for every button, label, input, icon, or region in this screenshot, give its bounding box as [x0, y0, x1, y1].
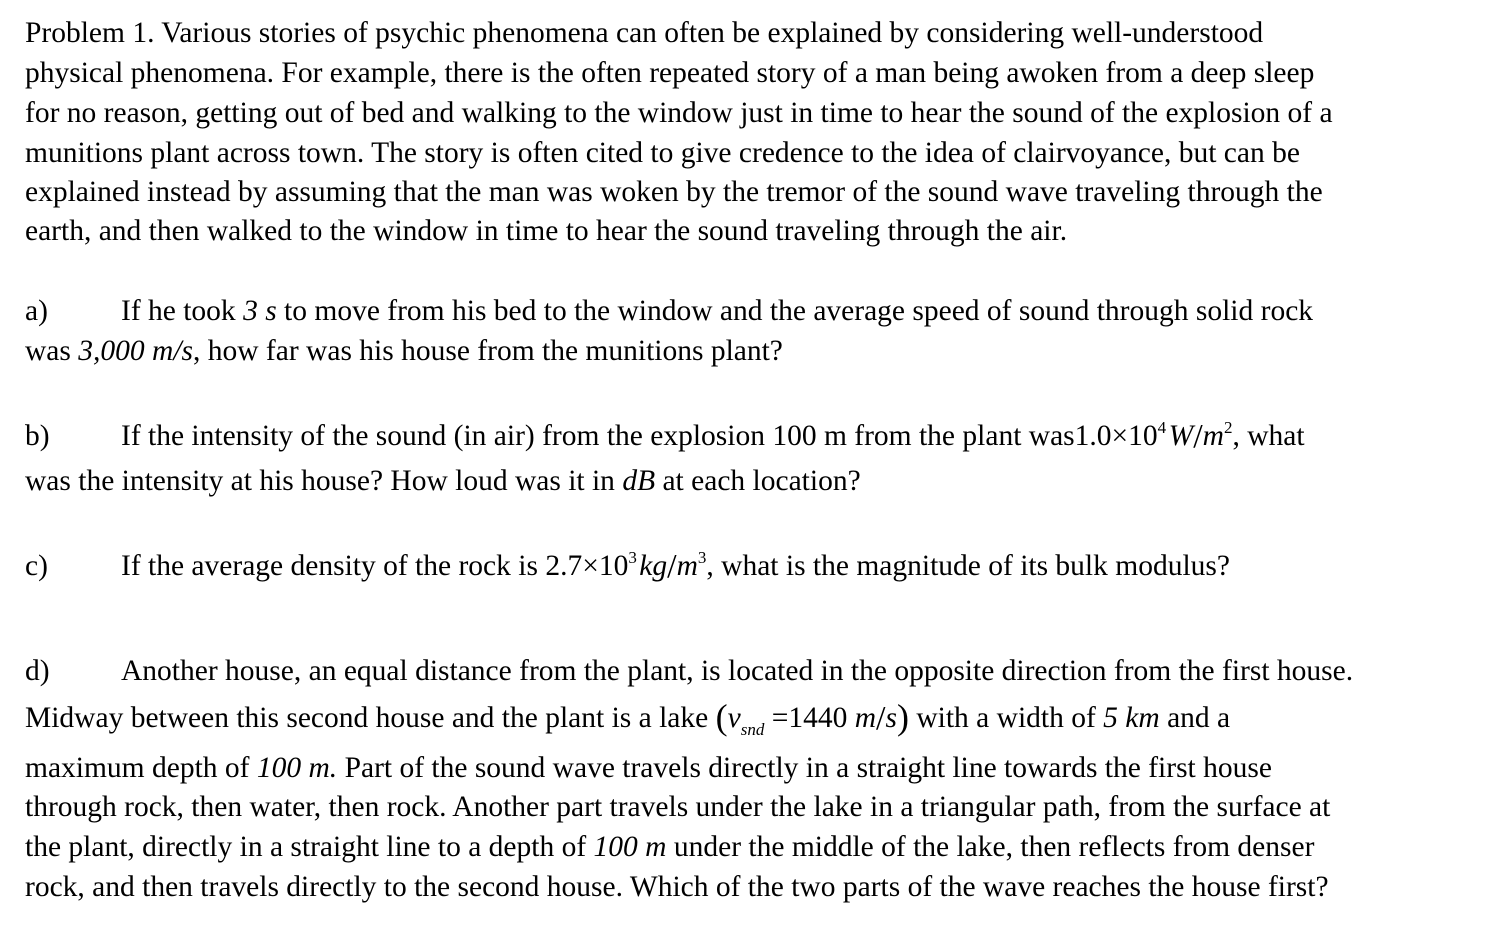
part-c-text-cont: , what is the magnitude of its bulk modulus? [706, 550, 1230, 582]
part-b-text-2: was the intensity at his house? How loud was it in [25, 465, 623, 497]
part-a-line-2 [25, 331, 783, 371]
part-a-text-2: was [25, 335, 79, 367]
part-a-time: 3 s [243, 295, 277, 327]
part-b-text: If the intensity of the sound (in air) from the explosion 100 m from the plant was [121, 420, 1075, 452]
part-d-line-3 [25, 748, 1272, 788]
part-a-line-1 [25, 291, 1313, 331]
part-c-text: If the average density of the rock is [121, 550, 546, 582]
part-b-text-cont: , what [1232, 420, 1305, 452]
part-d-depth: 100 m. [256, 752, 338, 784]
intro-line-5: explained instead by assuming that the man was woken by the tremor of the sound wave traveling through the [25, 176, 1323, 208]
part-b-line-1 [25, 416, 1305, 456]
intro-line-1: Problem 1. Various stories of psychic phenomena can often be explained by considering well-understood [25, 17, 1264, 49]
part-d-close-paren: ) [896, 697, 909, 737]
intro-line-2: physical phenomena. For example, there is the often repeated story of a man being awoken from a deep sleep [25, 57, 1315, 89]
part-d-text-5: the plant, directly in a straight line to a depth of [25, 831, 594, 863]
part-b-slash: / [1193, 418, 1203, 455]
part-b-line-2 [25, 461, 861, 501]
part-b-coef: 1.0×10 [1074, 420, 1158, 452]
part-d-slash: / [876, 700, 886, 737]
part-b-unit-m: m [1202, 420, 1224, 452]
part-b-unit-w: W [1168, 420, 1194, 452]
part-d-sub: snd [740, 720, 765, 739]
part-d-line-5 [25, 827, 1314, 867]
part-d-text-5-cont: under the middle of the lake, then reflects from denser [666, 831, 1315, 863]
part-c-exp: 3 [628, 548, 637, 567]
part-d-v: v [727, 702, 741, 734]
part-c-line-1 [25, 546, 1230, 586]
part-b-exp: 4 [1157, 418, 1167, 437]
part-a-text-2-cont: , how far was his house from the munitions plant? [193, 335, 783, 367]
part-d-width: 5 km [1103, 702, 1160, 734]
part-c-unit-exp: 3 [697, 548, 707, 567]
part-d-line-4: through rock, then water, then rock. Another part travels under the lake in a triangular path, from the surface at [25, 791, 1331, 823]
part-d-eq: =1440 [764, 702, 855, 734]
part-a-text: If he took [121, 295, 244, 327]
part-c-unit-kg: kg [639, 550, 668, 582]
intro-line-4: munitions plant across town. The story is often cited to give credence to the idea of clairvoyance, but can be [25, 137, 1300, 169]
part-a-label: a) [25, 295, 48, 327]
part-d-unit-s: s [885, 702, 897, 734]
part-d-line-2 [25, 698, 1230, 738]
part-d-text-3: maximum depth of [25, 752, 257, 784]
part-d-label: d) [25, 655, 50, 687]
part-c-unit-m: m [676, 550, 698, 582]
part-c-slash: / [667, 548, 677, 585]
part-d-open-paren: ( [715, 697, 728, 737]
part-d-unit-m: m [854, 702, 877, 734]
intro-line-6: earth, and then walked to the window in time to hear the sound traveling through the air. [25, 215, 1068, 247]
part-b-label: b) [25, 420, 50, 452]
part-d-line-1 [25, 651, 1353, 691]
part-a-text-cont: to move from his bed to the window and the average speed of sound through solid rock [276, 295, 1314, 327]
part-d-text-1: Another house, an equal distance from the plant, is located in the opposite direction from the first house. [121, 655, 1354, 687]
part-d-depth-2: 100 m [593, 831, 667, 863]
intro-line-3: for no reason, getting out of bed and walking to the window just in time to hear the sound of the explosion of a [25, 97, 1333, 129]
part-b-text-2-cont: at each location? [655, 465, 861, 497]
part-c-coef: 2.7×10 [545, 550, 629, 582]
part-d-text-2: Midway between this second house and the plant is a lake [25, 702, 716, 734]
part-b-unit-exp: 2 [1223, 418, 1233, 437]
part-d-text-2-cont: and a [1159, 702, 1231, 734]
part-c-label: c) [25, 550, 48, 582]
part-a-speed: 3,000 m/s [78, 335, 193, 367]
part-d-text-2-mid: with a width of [908, 702, 1104, 734]
part-d-line-6: rock, and then travels directly to the second house. Which of the two parts of the wave reaches the house first? [25, 871, 1329, 903]
part-b-db: dB [622, 465, 656, 497]
part-d-text-3-cont: Part of the sound wave travels directly in a straight line towards the first house [337, 752, 1272, 784]
